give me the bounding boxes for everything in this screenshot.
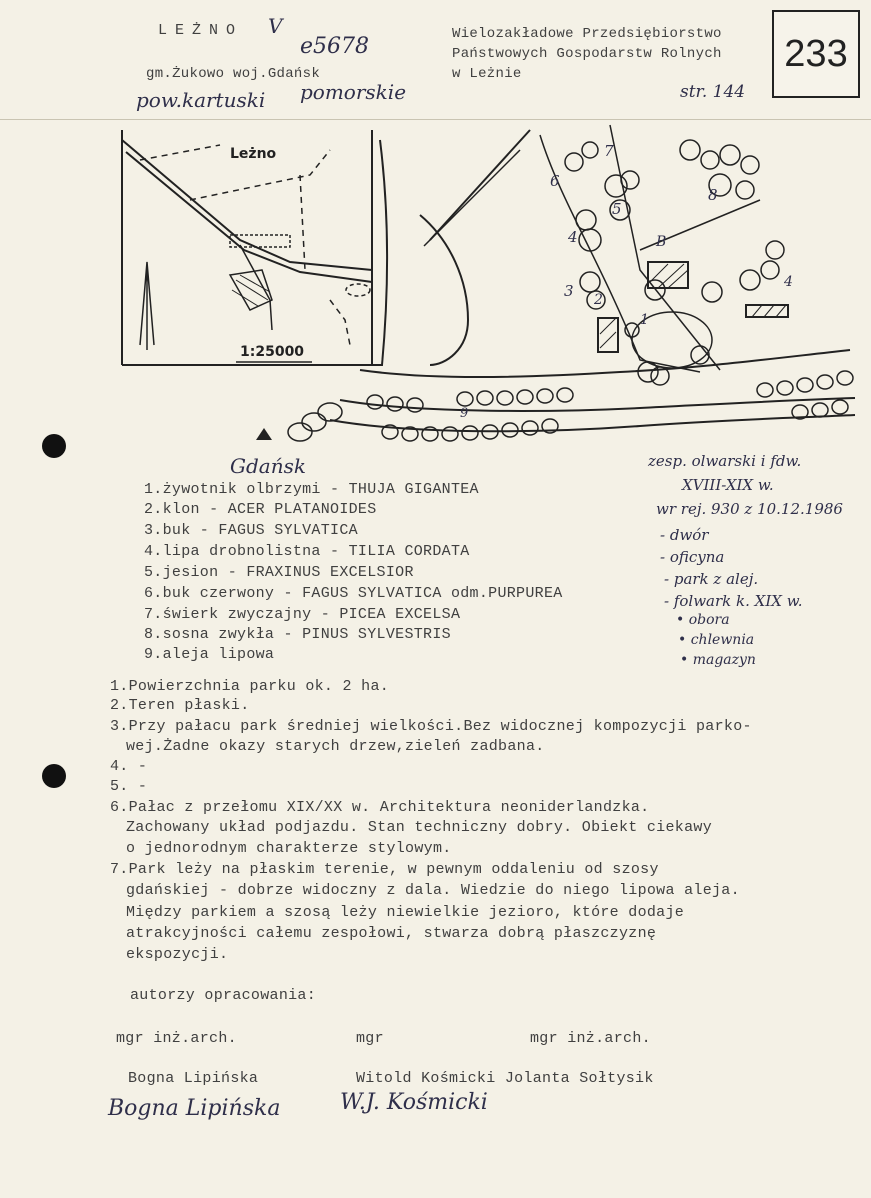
author-title-1: mgr inż.arch.: [116, 1030, 237, 1047]
legend-item-1: 1.żywotnik olbrzymi - THUJA GIGANTEA: [144, 481, 479, 498]
body-line-8: Zachowany układ podjazdu. Stan techniczny dobry. Obiekt ciekawy: [126, 819, 712, 836]
handwritten-page-ref: str. 144: [680, 82, 746, 102]
tick-mark: V: [268, 14, 283, 38]
body-line-12: Między parkiem a szosą leży niewielkie jezioro, które dodaje: [126, 904, 685, 921]
plan-label-8: 8: [708, 186, 718, 204]
legend-item-6: 6.buk czerwony - FAGUS SYLVATICA odm.PURPUREA: [144, 585, 563, 602]
body-line-10: 7.Park leży na płaskim terenie, w pewnym oddaleniu od szosy: [110, 861, 659, 878]
margin-note-6: - park z alej.: [664, 570, 759, 588]
institution-line-2: Państwowych Gospodarstw Rolnych: [452, 46, 722, 62]
signature-2: W.J. Kośmicki: [340, 1090, 488, 1115]
margin-note-8: • obora: [676, 612, 730, 628]
legend-item-9: 9.aleja lipowa: [144, 646, 275, 663]
plan-label-5: 5: [612, 200, 622, 218]
legend-item-7: 7.świerk zwyczajny - PICEA EXCELSA: [144, 606, 461, 623]
body-line-3: 3.Przy pałacu park średniej wielkości.Bez widocznej kompozycji parko-: [110, 718, 752, 735]
margin-note-10: • magazyn: [680, 652, 756, 668]
location-map-label: Leżno: [230, 146, 277, 162]
legend-item-3: 3.buk - FAGUS SYLVATICA: [144, 522, 358, 539]
plan-label-1: 1: [640, 312, 649, 328]
site-maps: [0, 0, 871, 470]
margin-note-7: - folwark k. XIX w.: [664, 592, 803, 610]
plan-road-lower: [360, 350, 850, 377]
admin-line: gm.Żukowo woj.Gdańsk: [146, 66, 321, 82]
plan-road-left: [350, 140, 387, 365]
author-name-1: Bogna Lipińska: [128, 1070, 259, 1087]
handwritten-number: e5678: [300, 34, 370, 59]
plan-label-4: 4: [568, 228, 578, 246]
signature-1: Bogna Lipińska: [108, 1096, 281, 1121]
body-line-1: 1.Powierzchnia parku ok. 2 ha.: [110, 678, 390, 695]
lake-shore: [420, 215, 468, 365]
legend-item-8: 8.sosna zwykła - PINUS SYLVESTRIS: [144, 626, 451, 643]
margin-note-5: - oficyna: [660, 548, 725, 566]
plan-label-4b: 4: [784, 274, 793, 290]
scale-label: 1:25000: [240, 344, 305, 360]
body-line-6: 5. -: [110, 778, 148, 795]
legend-item-5: 5.jesion - FRAXINUS EXCELSIOR: [144, 564, 414, 581]
plan-label-6: 6: [550, 172, 560, 190]
author-title-2: mgr: [356, 1030, 384, 1047]
plan-label-9: 9: [460, 406, 469, 421]
place-name: LEŻNO: [158, 22, 244, 39]
body-line-7: 6.Pałac z przełomu XIX/XX w. Architektura neoniderlandzka.: [110, 799, 650, 816]
author-name-2: Witold Kośmicki Jolanta Sołtysik: [356, 1070, 654, 1087]
town-label: Gdańsk: [230, 454, 306, 478]
margin-note-4: - dwór: [660, 526, 709, 544]
legend-item-2: 2.klon - ACER PLATANOIDES: [144, 501, 377, 518]
margin-note-1: zesp. olwarski i fdw.: [648, 452, 802, 470]
authors-heading: autorzy opracowania:: [130, 987, 317, 1004]
body-line-5: 4. -: [110, 758, 148, 775]
institution-line-1: Wielozakładowe Przedsiębiorstwo: [452, 26, 722, 42]
page-number: 233: [784, 32, 848, 75]
body-line-11: gdańskiej - dobrze widoczny z dala. Wiedzie do niego lipowa aleja.: [126, 882, 740, 899]
body-line-13: atrakcyjności całemu zespołowi, stwarza dobrą płaszczyznę: [126, 925, 657, 942]
plan-label-B: B: [656, 234, 667, 250]
author-title-3: mgr inż.arch.: [530, 1030, 651, 1047]
body-line-2: 2.Teren płaski.: [110, 697, 250, 714]
body-line-9: o jednorodnym charakterze stylowym.: [126, 840, 452, 857]
plan-north-arrow: [430, 130, 530, 240]
body-line-14: ekspozycji.: [126, 946, 229, 963]
plan-label-3: 3: [564, 282, 574, 300]
body-line-4: wej.Żadne okazy starych drzew,zieleń zadbana.: [126, 738, 545, 755]
plan-label-2: 2: [594, 292, 603, 308]
legend-item-4: 4.lipa drobnolistna - TILIA CORDATA: [144, 543, 470, 560]
margin-note-3: wr rej. 930 z 10.12.1986: [656, 500, 843, 518]
plan-label-7: 7: [604, 142, 614, 160]
institution-line-3: w Leżnie: [452, 66, 522, 82]
handwritten-voivodeship: pomorskie: [300, 80, 407, 104]
margin-note-2: XVIII-XIX w.: [682, 476, 774, 494]
avenue-line: [340, 398, 855, 411]
margin-note-9: • chlewnia: [678, 632, 755, 648]
handwritten-county: pow.kartuski: [136, 88, 266, 112]
punch-hole-bottom: [42, 764, 66, 788]
